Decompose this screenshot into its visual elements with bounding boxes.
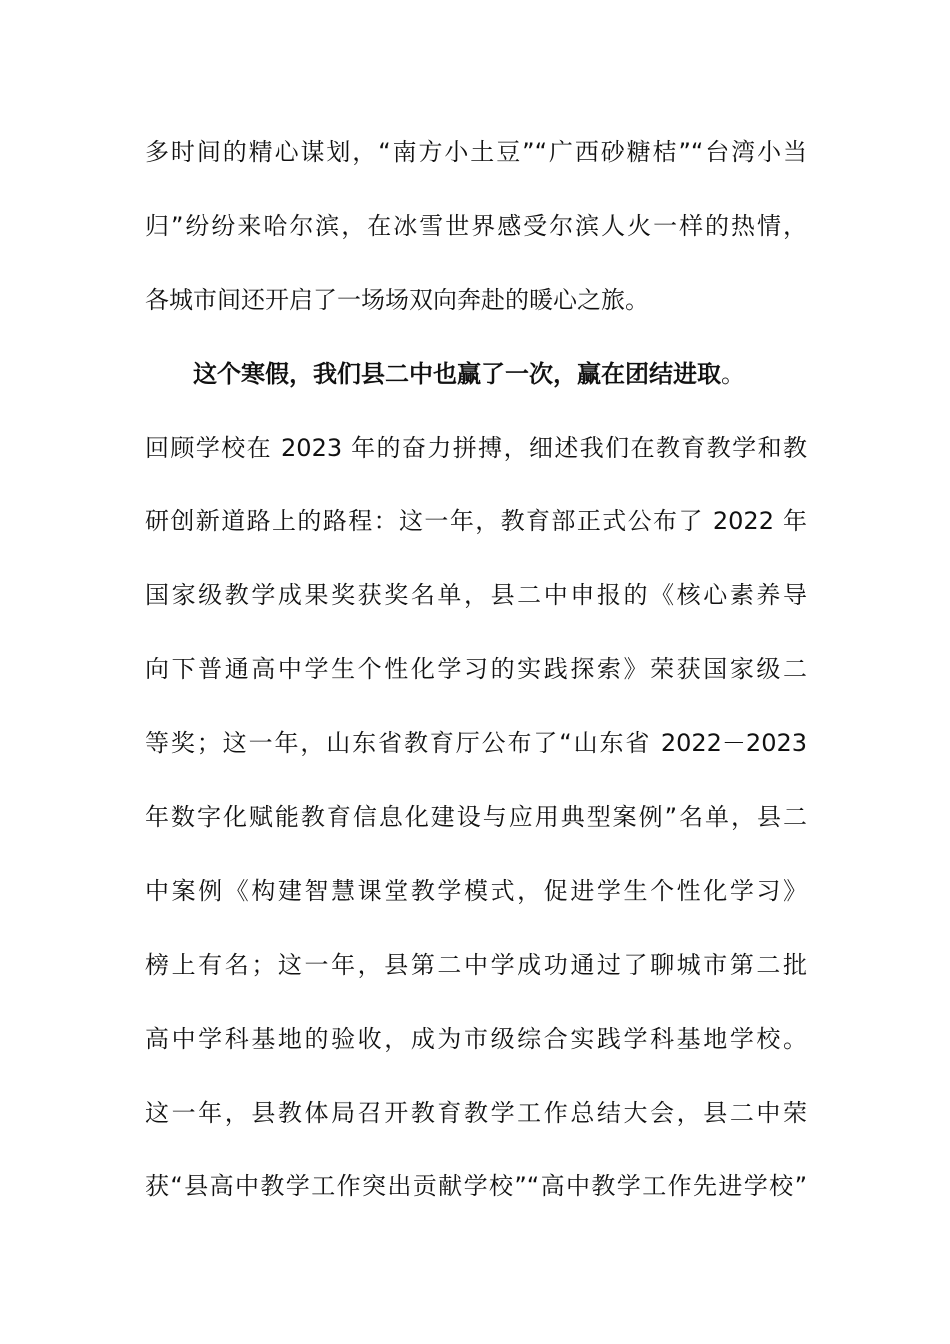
body-line-9: 高中学科基地的验收，成为市级综合实践学科基地学校。 bbox=[145, 1024, 807, 1053]
body-line-3: 国家级教学成果奖获奖名单，县二中申报的《核心素养导 bbox=[145, 581, 807, 610]
document-body bbox=[145, 116, 807, 1224]
body-line-5: 等奖；这一年，山东省教育厅公布了“山东省 2022－2023 bbox=[145, 729, 807, 758]
body-line-2: 研创新道路上的路程：这一年，教育部正式公布了 2022 年 bbox=[145, 507, 807, 536]
body-line-10: 这一年，县教体局召开教育教学工作总结大会，县二中荣 bbox=[145, 1098, 807, 1127]
paragraph-line-2: 归”纷纷来哈尔滨，在冰雪世界感受尔滨人火一样的热情， bbox=[145, 211, 807, 240]
bold-heading-text: 这个寒假，我们县二中也赢了一次，赢在团结进取 bbox=[193, 359, 721, 388]
bold-heading-line bbox=[145, 338, 807, 412]
body-line-1: 回顾学校在 2023 年的奋力拼搏，细述我们在教育教学和教 bbox=[145, 433, 807, 462]
paragraph-line-1: 多时间的精心谋划，“南方小土豆”“广西砂糖桔”“台湾小当 bbox=[145, 138, 807, 166]
body-line-11: 获“县高中教学工作突出贡献学校”“高中教学工作先进学校” bbox=[145, 1172, 807, 1201]
body-line-4: 向下普通高中学生个性化学习的实践探索》荣获国家级二 bbox=[145, 655, 807, 684]
body-line-6: 年数字化赋能教育信息化建设与应用典型案例”名单，县二 bbox=[145, 803, 807, 832]
paragraph-line-3: 各城市间还开启了一场场双向奔赴的暖心之旅。 bbox=[145, 285, 649, 314]
body-line-8: 榜上有名；这一年，县第二中学成功通过了聊城市第二批 bbox=[145, 950, 807, 979]
body-line-7: 中案例《构建智慧课堂教学模式，促进学生个性化学习》 bbox=[145, 876, 807, 905]
heading-period: 。 bbox=[721, 359, 745, 388]
